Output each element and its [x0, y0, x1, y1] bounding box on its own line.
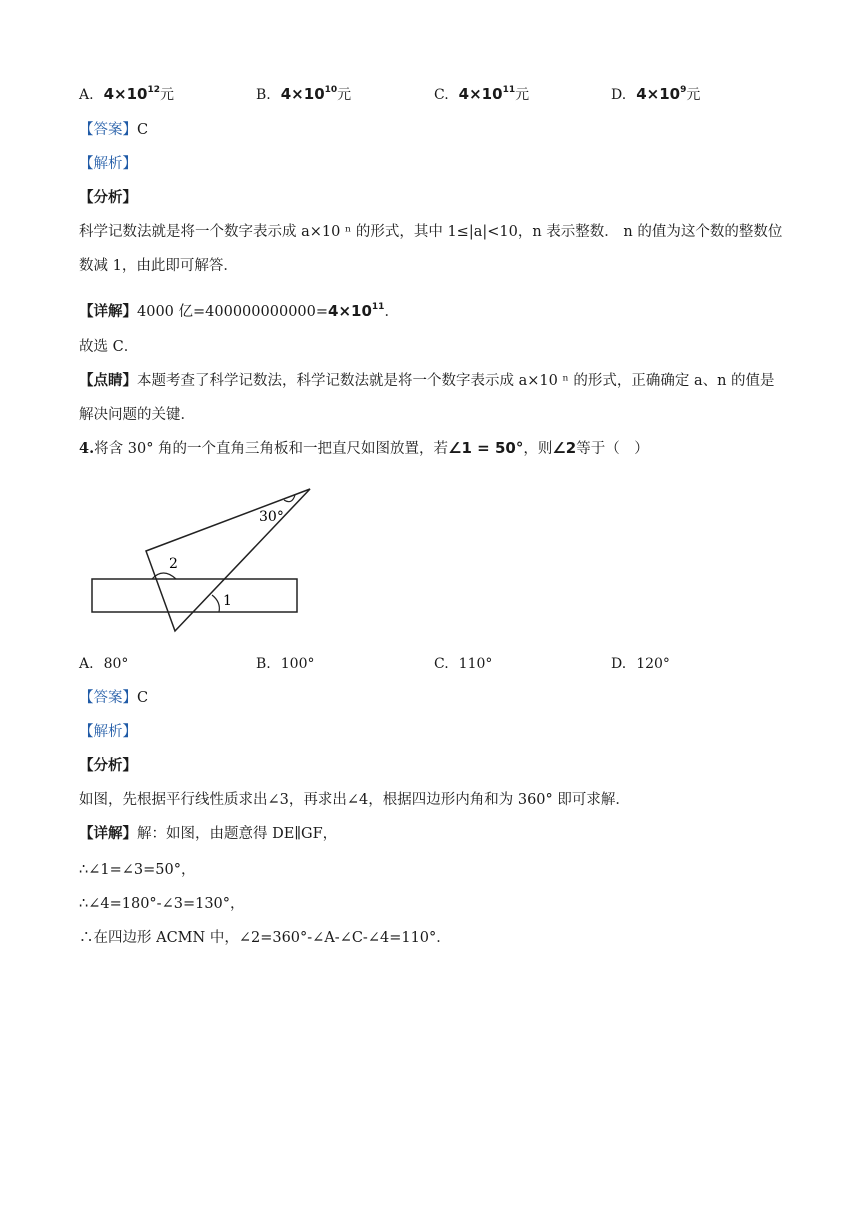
q4-step1: ∴∠1=∠3=50°，	[79, 862, 196, 878]
q3-option-a: A. $4\times 10^{12}$元	[79, 85, 174, 103]
triangle-ruler-figure	[88, 483, 318, 635]
q3-comment-line1: 【点睛】本题考查了科学记数法，科学记数法就是将一个数字表示成 a×10 ⁿ 的形式，正确确定 a、n 的值是	[79, 372, 775, 389]
q3-fenxi-label: 【分析】	[79, 189, 137, 206]
q4-fenxi-label: 【分析】	[79, 757, 137, 774]
q3-answer: 【答案】C	[79, 122, 149, 138]
angle-1-arc	[212, 595, 219, 612]
q4-option-d: D. 120°	[611, 656, 670, 672]
label-angle-30: 30°	[259, 509, 284, 525]
q3-option-b: B. $4\times 10^{10}$元	[256, 85, 352, 103]
q3-option-c: C. $4\times 10^{11}$元	[434, 85, 530, 103]
q4-fenxi-text: 如图，先根据平行线性质求出∠3，再求出∠4，根据四边形内角和为 360° 即可求解．	[79, 792, 630, 808]
q3-option-d-math: $4\times 10^9$	[636, 85, 687, 103]
q4-option-c: C. 110°	[434, 656, 493, 672]
q3-detail-math: $4\times 10^{11}$	[328, 302, 385, 320]
q4-analysis-label: 【解析】	[79, 724, 137, 740]
q3-option-a-math: $4\times 10^{12}$	[103, 85, 160, 103]
q3-option-b-math: $4\times 10^{10}$	[280, 85, 338, 103]
q4-stem-math1: ∠1 = 50°	[448, 439, 524, 457]
q3-fenxi-line2: 数减 1，由此即可解答．	[79, 258, 238, 274]
q3-comment-line2: 解决问题的关键．	[79, 407, 195, 423]
q3-option-d: D. $4\times 10^9$元	[611, 85, 701, 103]
q4-option-a: A. 80°	[79, 656, 129, 672]
ruler-rectangle	[92, 579, 297, 612]
label-angle-2: 2	[169, 556, 178, 572]
q4-stem: 4.将含 30° 角的一个直角三角板和一把直尺如图放置，若∠1 = 50°，则∠2等于（ ）	[79, 439, 649, 457]
label-angle-1: 1	[223, 593, 232, 609]
q4-step3: ∴在四边形 ACMN 中，∠2=360°-∠A-∠C-∠4=110°．	[79, 930, 451, 946]
q3-fenxi-line1: 科学记数法就是将一个数字表示成 a×10 ⁿ 的形式，其中 1≤|a|<10，n 表示整数． n 的值为这个数的整数位	[79, 224, 783, 240]
q3-analysis-label: 【解析】	[79, 156, 137, 172]
q4-answer: 【答案】C	[79, 690, 149, 706]
q3-detail: 【详解】4000 亿$=400000000000=4\times 10^{11}$．	[79, 302, 399, 320]
q4-detail: 【详解】解：如图，由题意得 DE∥GF，	[79, 825, 338, 842]
q4-step2: ∴∠4=180°-∠3=130°，	[79, 896, 245, 912]
q3-option-c-math: $4\times 10^{11}$	[458, 85, 516, 103]
q4-stem-math2: ∠2	[552, 439, 577, 457]
q3-conclusion: 故选 C．	[79, 339, 139, 355]
q4-option-b: B. 100°	[256, 656, 315, 672]
